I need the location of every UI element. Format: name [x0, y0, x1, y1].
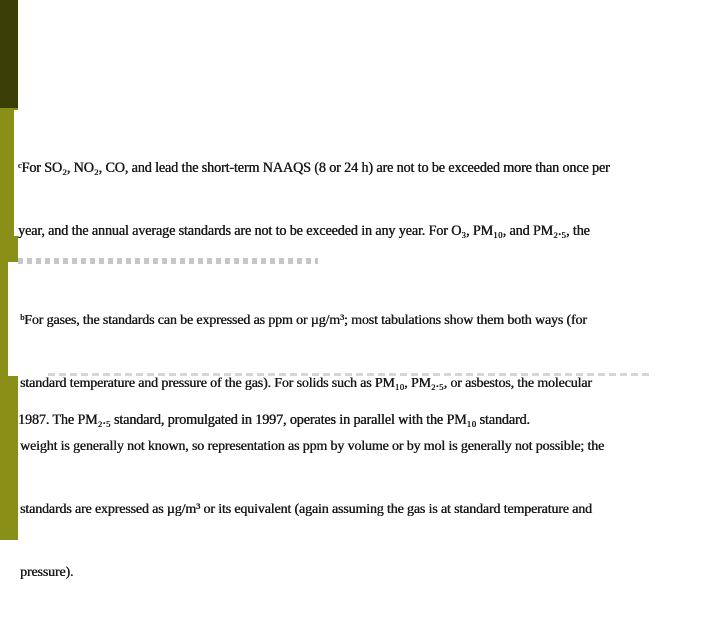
footnote-text-bottom [20, 268, 712, 625]
footnote-line: ᶜFor SO₂, NO₂, CO, and lead the short-term NAAQS (8 or 24 h) are not to be exceeded more than once per [18, 160, 610, 176]
footnote-line: 1987. The PM₂.₅ standard, promulgated in 1997, operates in parallel with the PM₁₀ standard. [18, 412, 530, 428]
sidebar-dark-segment [0, 0, 18, 108]
footnote-line: standards are expressed as µg/m³ or its equivalent (again assuming the gas is at standard temperature and [20, 502, 592, 517]
footnote-line: ᵇFor gases, the standards can be expressed as ppm or µg/m³; most tabulations show them both ways (for [20, 313, 587, 328]
footnote-line: standard temperature and pressure of the gas). For solids such as PM₁₀, PM₂.₅, or asbestos, the molecular [20, 376, 592, 391]
cropped-text-remnant [18, 258, 318, 264]
footnote-line: year, and the annual average standards are not to be exceeded in any year. For O₃, PM₁₀, and PM₂.₅, the [18, 223, 590, 239]
footnote-line: pressure). [20, 565, 74, 580]
footnote-line: weight is generally not known, so representation as ppm by volume or by mol is generally not possible; the [20, 439, 605, 454]
